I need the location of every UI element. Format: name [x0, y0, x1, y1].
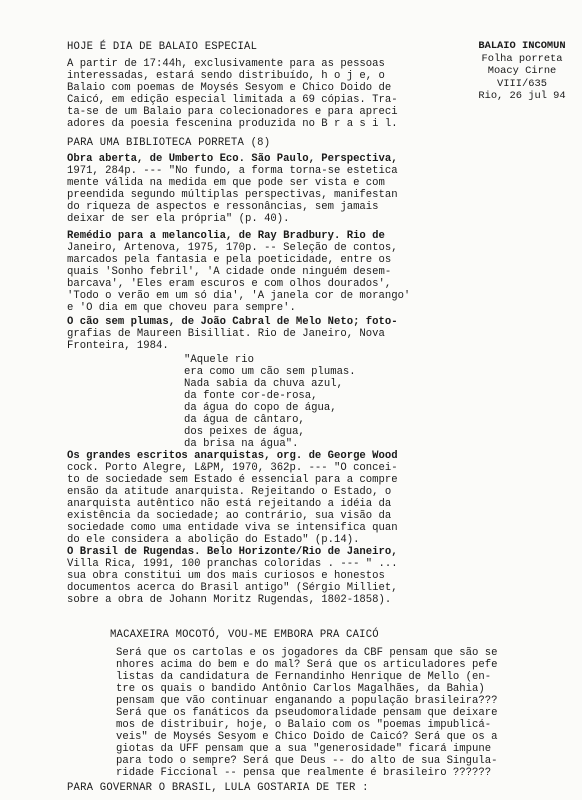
entry-line: sociedade como uma entidade viva se intensifica quan — [67, 522, 398, 534]
book-entry-rugendas — [67, 546, 398, 606]
section1-body — [67, 58, 398, 130]
entry-line: anarquista autêntico não está rejeitando a idéia da — [67, 498, 392, 510]
section3-line: ridade Ficcional -- pensa que realmente é brasileiro ?????? — [116, 767, 492, 779]
section3-body — [116, 647, 497, 779]
entry-line: barcava', 'Eles eram escuros e com olhos dourados', — [67, 278, 392, 290]
section1-line: Balaio com poemas de Moysés Sesyom e Chico Doido de — [67, 82, 392, 94]
poem-line: da fonte cor-de-rosa, — [184, 390, 318, 402]
book-entry-obra-aberta — [67, 153, 398, 225]
entry-line: Villa Rica, 1991, 100 pranchas coloridas . --- " ... — [67, 558, 398, 570]
section3-line: listas da candidatura de Fernandinho Henrique de Mello (en- — [116, 671, 492, 683]
entry-line: e 'O dia em que choveu para sempre'. — [67, 302, 296, 314]
entry-line: mente válida na medida em que pode ser vista e com — [67, 177, 385, 189]
entry-line: sobre a obra de Johann Moritz Rugendas, 1802-1858). — [67, 594, 392, 606]
entry-line: grafias de Maureen Bisilliat. Rio de Janeiro, Nova — [67, 328, 385, 340]
masthead-author: Moacy Cirne — [487, 65, 557, 77]
section1-line: adores da poesia fescenina produzida no B r a s i l. — [67, 118, 398, 130]
entry-line: do riqueza de aspectos e ressonâncias, sem jamais — [67, 201, 379, 213]
section3-heading: MACAXEIRA MOCOTÓ, VOU-ME EMBORA PRA CAICÓ — [110, 629, 379, 641]
entry-line: do ele considera a abolição do Estado" (p.14). — [67, 534, 360, 546]
poem-line: "Aquele rio — [184, 354, 254, 366]
section3-line: tre os quais o bandido Antônio Carlos Magalhães, da Bahia) — [116, 683, 485, 695]
section3-line: para todo o sempre? Será que Deus -- do alto de sua Singula- — [116, 755, 498, 767]
section1-line: A partir de 17:44h, exclusivamente para as pessoas — [67, 58, 385, 70]
entry-line: 1971, 284p. --- "No fundo, a forma torna-se estetica — [67, 165, 398, 177]
entry-line: preendida segundo múltiplas perspectivas, manifestan — [67, 189, 398, 201]
section3-line: Será que os fanáticos da pseudomoralidade pensam que deixare — [116, 707, 498, 719]
entry-line: marcados pela fantasia e pela poeticidade, entre os — [67, 254, 392, 266]
poem-quote — [184, 354, 356, 450]
poem-line: era como um cão sem plumas. — [184, 366, 356, 378]
entry-line: deixar de ser ela própria" (p. 40). — [67, 213, 290, 225]
poem-line: da brisa na água". — [184, 438, 299, 450]
entry-line: documentos acerca do Brasil antigo" (Sérgio Milliet, — [67, 582, 398, 594]
entry-line: Fronteira, 1984. — [67, 340, 169, 352]
masthead-title: BALAIO INCOMUN — [478, 40, 566, 52]
section3-line: nhores acima do bem e do mal? Será que os articuladores pefe — [116, 659, 498, 671]
section3-line: mos de distribuir, hoje, o Balaio com os "poemas impublicá- — [116, 719, 492, 731]
entry-line: ensão da atitude anarquista. Rejeitando o Estado, o — [67, 486, 392, 498]
entry-line: O cão sem plumas, de João Cabral de Melo Neto; foto- — [67, 316, 398, 328]
masthead — [468, 40, 576, 103]
section1-heading: HOJE É DIA DE BALAIO ESPECIAL — [67, 41, 258, 53]
entry-line: to de sociedade sem Estado é essencial para a compre — [67, 474, 398, 486]
masthead-place-date: Rio, 26 jul 94 — [478, 90, 566, 102]
entry-line: O Brasil de Rugendas. Belo Horizonte/Rio de Janeiro, — [67, 546, 398, 558]
entry-line: cock. Porto Alegre, L&PM, 1970, 362p. --- "O concei- — [67, 462, 398, 474]
section2-heading: PARA UMA BIBLIOTECA PORRETA (8) — [67, 137, 271, 149]
entry-line: Janeiro, Artenova, 1975, 170p. -- Seleção de contos, — [67, 242, 398, 254]
entry-line: Remédio para a melancolia, de Ray Bradbury. Rio de — [67, 230, 385, 242]
section4-heading: PARA GOVERNAR O BRASIL, LULA GOSTARIA DE TER : — [67, 782, 369, 794]
section3-line: Será que os cartolas e os jogadores da CBF pensam que são se — [116, 647, 498, 659]
entry-line: sua obra constitui um dos mais curiosos e honestos — [67, 570, 385, 582]
book-entry-anarquistas — [67, 450, 398, 546]
entry-line: Os grandes escritos anarquistas, org. de George Wood — [67, 450, 398, 462]
book-entry-cao-sem-plumas — [67, 316, 398, 352]
section3-line: giotas da UFF pensam que a sua "generosidade" ficará impune — [116, 743, 492, 755]
book-entry-remedio — [67, 230, 410, 314]
masthead-subtitle: Folha porreta — [481, 52, 563, 65]
section1-line: interessadas, estará sendo distribuído, h o j e, o — [67, 70, 385, 82]
poem-line: da água do copo de água, — [184, 402, 337, 414]
section3-line: pensam que vão continuar enganando a população brasileira??? — [116, 695, 498, 707]
masthead-issue: VIII/635 — [497, 77, 547, 90]
entry-line: quais 'Sonho febril', 'A cidade onde ninguém desem- — [67, 266, 392, 278]
poem-line: Nada sabia da chuva azul, — [184, 378, 343, 390]
entry-line: existência da sociedade; ao contrário, sua visão da — [67, 510, 392, 522]
entry-line: Obra aberta, de Umberto Eco. São Paulo, Perspectiva, — [67, 153, 398, 165]
poem-line: dos peixes de água, — [184, 426, 305, 438]
section3-line: veis" de Moysés Sesyom e Chico Doido de Caicó? Será que os a — [116, 731, 498, 743]
section1-line: Caicó, em edição especial limitada a 69 cópias. Tra- — [67, 94, 398, 106]
section1-line: ta-se de um Balaio para colecionadores e para apreci — [67, 106, 398, 118]
entry-line: 'Todo o verão em um só dia', 'A janela cor de morango' — [67, 290, 411, 302]
poem-line: da água de cântaro, — [184, 414, 305, 426]
